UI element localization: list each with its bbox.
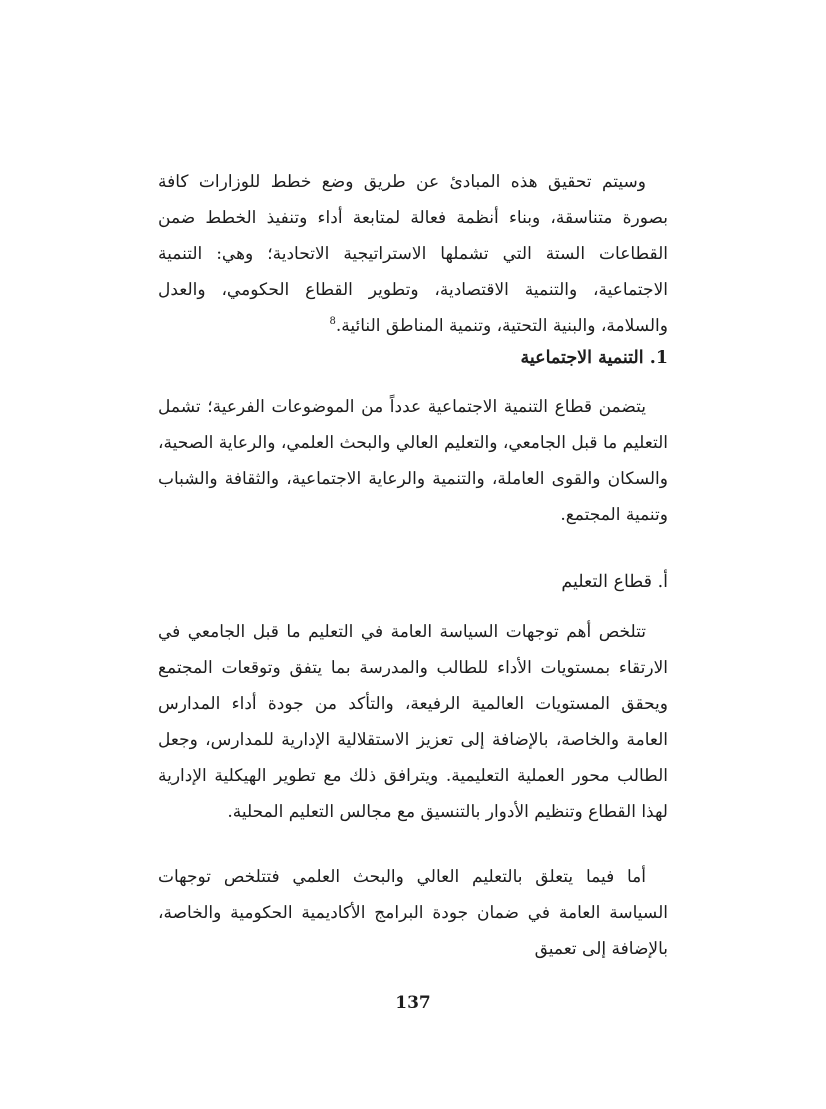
education-paragraph bbox=[158, 614, 668, 830]
education-text: تتلخص أهم توجهات السياسة العامة في التعليم ما قبل الجامعي في الارتقاء بمستويات الأداء للطالب والمدرسة بما يتفق وتوقعات المجتمع ويحقق المستويات العالمية الرفيعة، والتأكد من جودة أداء المدارس العامة والخاصة، بالإضافة إلى تعزيز الاستقلالية الإدارية للمدارس، وجعل الطالب محور العملية التعليمية. ويترافق ذلك مع تطوير الهيكلية الإدارية لهذا القطاع وتنظيم الأدوار بالتنسيق مع مجالس التعليم المحلية. bbox=[158, 622, 668, 822]
higher-education-paragraph bbox=[158, 859, 668, 967]
section-heading-social-development: 1. التنمية الاجتماعية bbox=[520, 348, 668, 368]
higher-education-text: أما فيما يتعلق بالتعليم العالي والبحث العلمي فتتلخص توجهات السياسة العامة في ضمان جودة البرامج الأكاديمية الحكومية والخاصة، بالإضافة إلى تعميق bbox=[158, 867, 668, 959]
page-number: 137 bbox=[395, 993, 431, 1013]
intro-text: وسيتم تحقيق هذه المبادئ عن طريق وضع خطط للوزارات كافة بصورة متناسقة، وبناء أنظمة فعالة لمتابعة أداء وتنفيذ الخطط ضمن القطاعات الستة التي تشملها الاستراتيجية الاتحادية؛ وهي: التنمية الاجتماعية، والتنمية الاقتصادية، وتطوير القطاع الحكومي، والعدل والسلامة، والبنية التحتية، وتنمية المناطق النائية. bbox=[158, 172, 668, 336]
intro-paragraph bbox=[158, 164, 668, 344]
social-sector-text: يتضمن قطاع التنمية الاجتماعية عدداً من الموضوعات الفرعية؛ تشمل التعليم ما قبل الجامعي، والتعليم العالي والبحث العلمي، والرعاية الصحية، والسكان والقوى العاملة، والتنمية والرعاية الاجتماعية، والثقافة والشباب وتنمية المجتمع. bbox=[158, 397, 668, 525]
footnote-reference[interactable]: 8 bbox=[329, 316, 336, 328]
subsection-heading-education: أ. قطاع التعليم bbox=[561, 572, 668, 592]
social-sector-paragraph bbox=[158, 389, 668, 533]
